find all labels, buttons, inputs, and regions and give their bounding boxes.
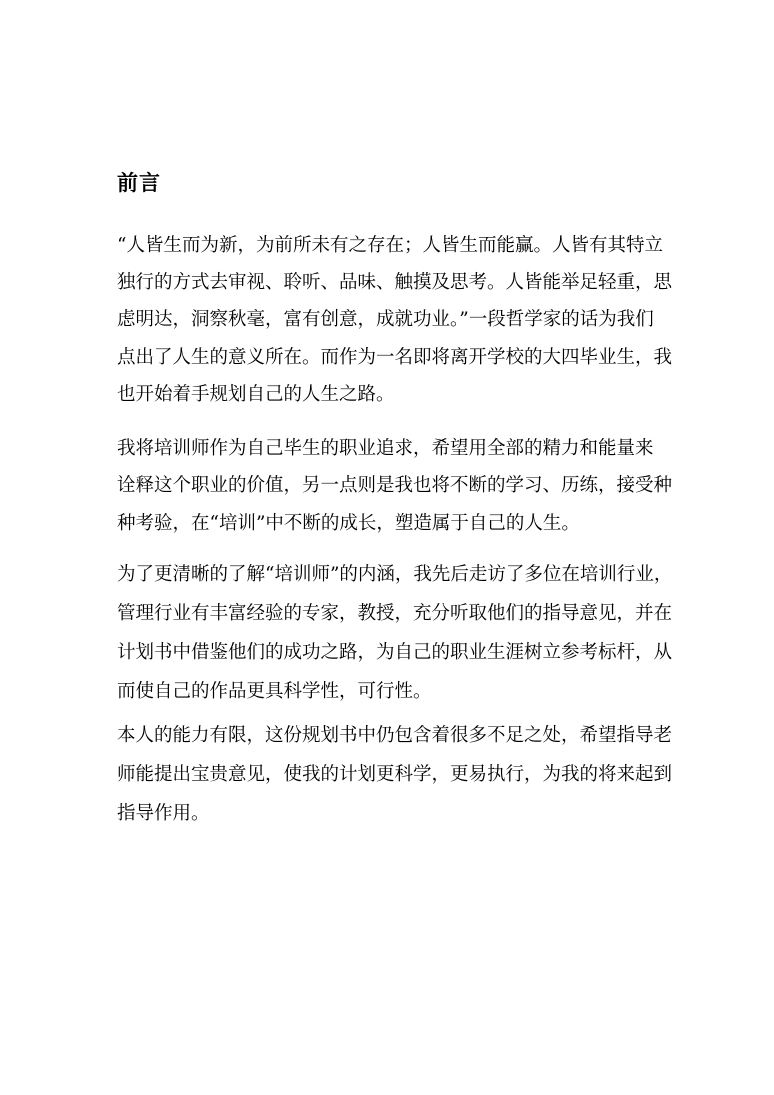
page-title: 前言 (117, 170, 161, 195)
body-line: 本人的能力有限，这份规划书中仍包含着很多不足之处，希望指导老 (117, 725, 673, 746)
body-line: 点出了人生的意义所在。而作为一名即将离开学校的大四毕业生，我 (117, 347, 673, 368)
body-line: 计划书中借鉴他们的成功之路，为自己的职业生涯树立参考标杆，从 (117, 642, 673, 663)
body-line: 指导作用。 (117, 803, 210, 824)
body-line: 也开始着手规划自己的人生之路。 (117, 384, 395, 405)
body-line: 我将培训师作为自己毕生的职业追求，希望用全部的精力和能量来 (117, 438, 654, 459)
body-line: 独行的方式去审视、聆听、品味、触摸及思考。人皆能举足轻重，思 (117, 272, 673, 293)
body-line: “人皆生而为新，为前所未有之存在；人皆生而能赢。人皆有其特立 (117, 235, 663, 256)
body-line: 诠释这个职业的价值，另一点则是我也将不断的学习、历练，接受种 (117, 475, 673, 496)
body-line: 种考验，在“培训”中不断的成长，塑造属于自己的人生。 (117, 513, 580, 534)
body-line: 师能提出宝贵意见，使我的计划更科学，更易执行，为我的将来起到 (117, 764, 673, 785)
body-line: 管理行业有丰富经验的专家，教授，充分听取他们的指导意见，并在 (117, 603, 673, 624)
body-line: 而使自己的作品更具科学性，可行性。 (117, 681, 432, 702)
body-line: 虑明达，洞察秋毫，富有创意，成就功业。”一段哲学家的话为我们 (117, 309, 654, 330)
body-line: 为了更清晰的了解“培训师”的内涵，我先后走访了多位在培训行业， (117, 564, 673, 585)
